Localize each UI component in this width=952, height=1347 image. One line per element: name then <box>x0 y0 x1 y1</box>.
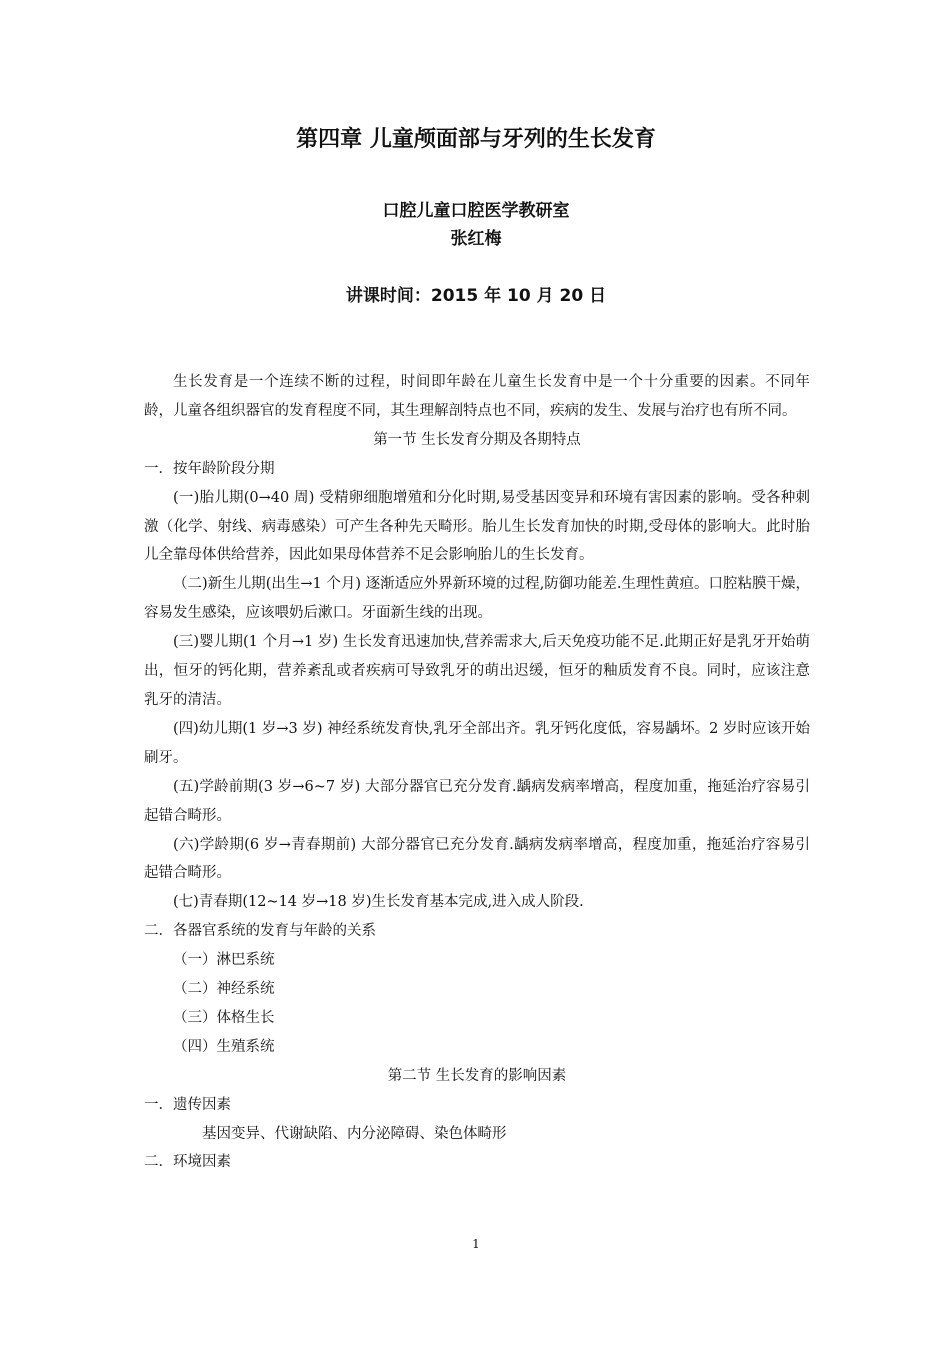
department: 口腔儿童口腔医学教研室 <box>382 201 570 221</box>
system-item: （一）淋巴系统 <box>173 952 275 969</box>
chapter-title: 第四章 儿童颅面部与牙列的生长发育 <box>296 127 656 152</box>
stage-toddler: (四)幼儿期(1 岁→3 岁) 神经系统发育快,乳牙全部出齐。乳牙钙化度低，容易龋坏。2 岁时应该开始刷牙。 <box>144 720 810 766</box>
intro-paragraph: 生长发育是一个连续不断的过程，时间即年龄在儿童生长发育中是一个十分重要的因素。不同年龄，儿童各组织器官的发育程度不同，其生理解剖特点也不同，疾病的发生、发展与治疗也有所不同。 <box>144 374 810 419</box>
system-item: （四）生殖系统 <box>173 1038 275 1055</box>
stage-neonatal: （二)新生儿期(出生→1 个月) 逐渐适应外界新环境的过程,防御功能差.生理性黄疸。口腔粘膜干燥，容易发生感染，应该喂奶后漱口。牙面新生线的出现。 <box>144 576 810 622</box>
stage-fetal: (一)胎儿期(0→40 周) 受精卵细胞增殖和分化时期,易受基因变异和环境有害因素的影响。受各种刺激（化学、射线、病毒感染）可产生各种先天畸形。胎儿生长发育加快的时期,受母体的影响大。此时胎儿全靠母体供给营养，因此如果母体营养不足会影响胎儿的生长发育。 <box>144 489 810 564</box>
stage-infant: (三)婴儿期(1 个月→1 岁) 生长发育迅速加快,营养需求大,后天免疫功能不足.此期正好是乳牙开始萌出，恒牙的钙化期，营养紊乱或者疾病可导致乳牙的萌出迟缓，恒牙的釉质发育不良。同时，应该注意乳牙的清洁。 <box>144 634 810 708</box>
author: 张红梅 <box>450 229 502 249</box>
system-item: （三）体格生长 <box>173 1009 275 1026</box>
section-1-title: 第一节 生长发育分期及各期特点 <box>373 431 581 448</box>
system-item: （二）神经系统 <box>173 981 275 998</box>
section-2-heading-2: 二．环境因素 <box>144 1154 231 1171</box>
stage-school-age: (六)学龄期(6 岁→青春期前) 大部分器官已充分发育.龋病发病率增高，程度加重，拖延治疗容易引起错合畸形。 <box>144 836 810 882</box>
document-body <box>144 368 810 1177</box>
page-number: 1 <box>472 1237 480 1251</box>
genetic-factors-text: 基因变异、代谢缺陷、内分泌障碍、染色体畸形 <box>202 1125 507 1142</box>
stage-preschool: (五)学龄前期(3 岁→6~7 岁) 大部分器官已充分发育.龋病发病率增高，程度加重，拖延治疗容易引起错合畸形。 <box>144 778 810 824</box>
section-2-title: 第二节 生长发育的影响因素 <box>387 1067 567 1084</box>
section-1-heading-2: 二．各器官系统的发育与年龄的关系 <box>144 923 376 940</box>
section-1-heading-1: 一．按年龄阶段分期 <box>144 460 275 477</box>
stage-adolescence: (七)青春期(12~14 岁→18 岁)生长发育基本完成,进入成人阶段. <box>173 894 584 911</box>
section-2-heading-1: 一．遗传因素 <box>144 1096 231 1113</box>
lecture-time: 讲课时间：2015 年 10 月 20 日 <box>345 286 607 306</box>
